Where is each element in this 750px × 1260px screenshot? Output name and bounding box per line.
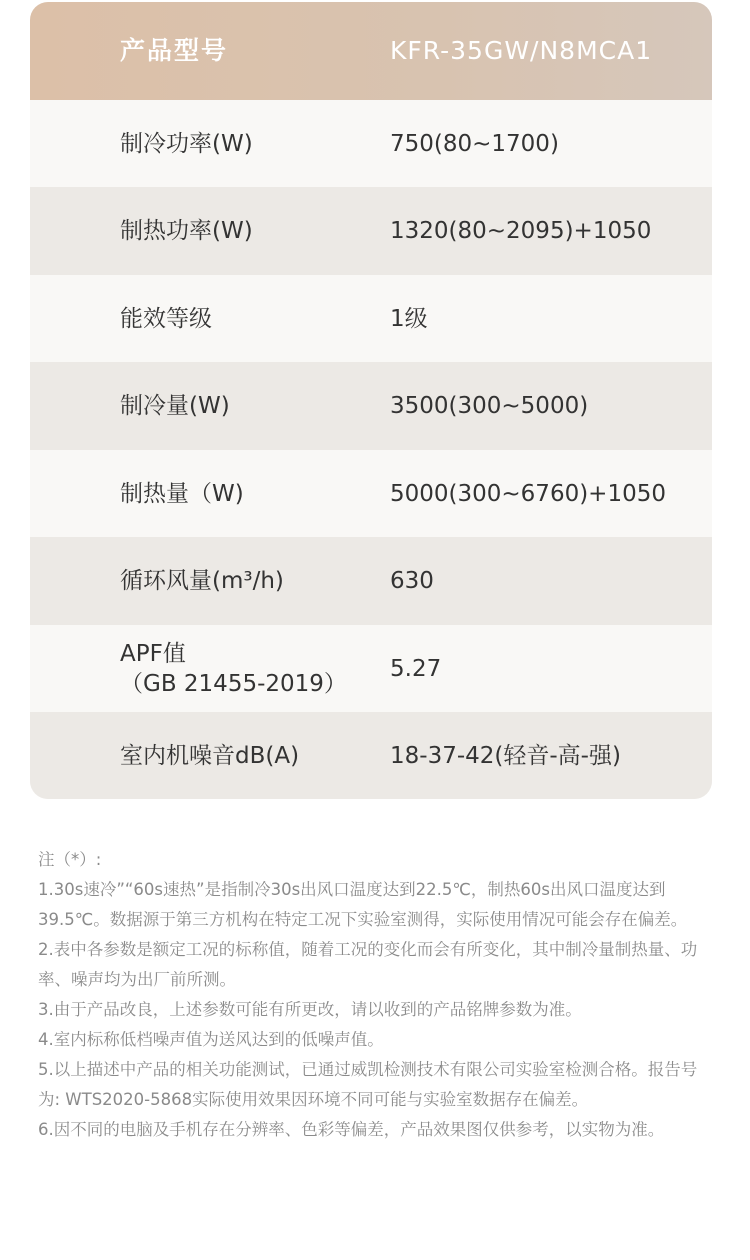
spec-row-heating-capacity: [30, 450, 712, 537]
note-item: 6.因不同的电脑及手机存在分辨率、色彩等偏差，产品效果图仅供参考，以实物为准。: [38, 1120, 665, 1139]
row-label: 制热量（W): [120, 480, 244, 507]
note-item: 4.室内标称低档噪声值为送风达到的低噪声值。: [38, 1030, 384, 1049]
row-value: 18-37-42(轻音-高-强): [390, 742, 621, 769]
notes-title: 注（*）:: [38, 850, 102, 869]
apf-label-line2: （GB 21455-2019）: [120, 670, 347, 697]
row-value: 750(80~1700): [390, 130, 559, 157]
notes-section: [38, 845, 702, 1145]
spec-row-noise: [30, 712, 712, 799]
apf-label-line1: APF值: [120, 640, 186, 667]
row-label: 室内机噪音dB(A): [120, 742, 300, 769]
note-item: 2.表中各参数是额定工况的标称值，随着工况的变化而会有所变化，其中制冷量制热量、功率、噪声均为出厂前所测。: [38, 940, 698, 989]
note-item: 3.由于产品改良，上述参数可能有所更改，请以收到的产品铭牌参数为准。: [38, 1000, 582, 1019]
row-label: 能效等级: [120, 305, 212, 332]
row-label: 循环风量(m³/h): [120, 568, 284, 594]
row-value: 5000(300~6760)+1050: [390, 480, 666, 507]
row-value: 1级: [390, 305, 428, 332]
row-label: [30, 639, 390, 699]
spec-row-heating-power: [30, 187, 712, 275]
spec-table-header: [30, 2, 712, 100]
spec-row-airflow: [30, 537, 712, 625]
spec-row-cooling-capacity: [30, 362, 712, 450]
spec-row-apf: [30, 625, 712, 712]
note-item: 5.以上描述中产品的相关功能测试，已通过威凯检测技术有限公司实验室检测合格。报告号为: WTS2020-5868实际使用效果因环境不同可能与实验室数据存在偏差。: [38, 1060, 698, 1109]
row-value: 1320(80~2095)+1050: [390, 218, 652, 244]
row-label: 制冷功率(W): [120, 130, 253, 157]
row-value: 630: [390, 568, 434, 594]
row-value: 5.27: [390, 655, 442, 682]
row-label: 制冷量(W): [120, 393, 230, 419]
spec-row-cooling-power: [30, 100, 712, 187]
spec-row-energy-grade: [30, 275, 712, 362]
row-value: 3500(300~5000): [390, 393, 589, 419]
spec-table: [30, 2, 712, 799]
row-label: 制热功率(W): [120, 218, 253, 244]
note-item: 1.30s速冷”“60s速热”是指制冷30s出风口温度达到22.5℃，制热60s出风口温度达到39.5℃。数据源于第三方机构在特定工况下实验室测得，实际使用情况可能会存在偏差。: [38, 880, 688, 929]
header-label: 产品型号: [120, 36, 229, 65]
model-number: KFR-35GW/N8MCA1: [390, 36, 653, 65]
